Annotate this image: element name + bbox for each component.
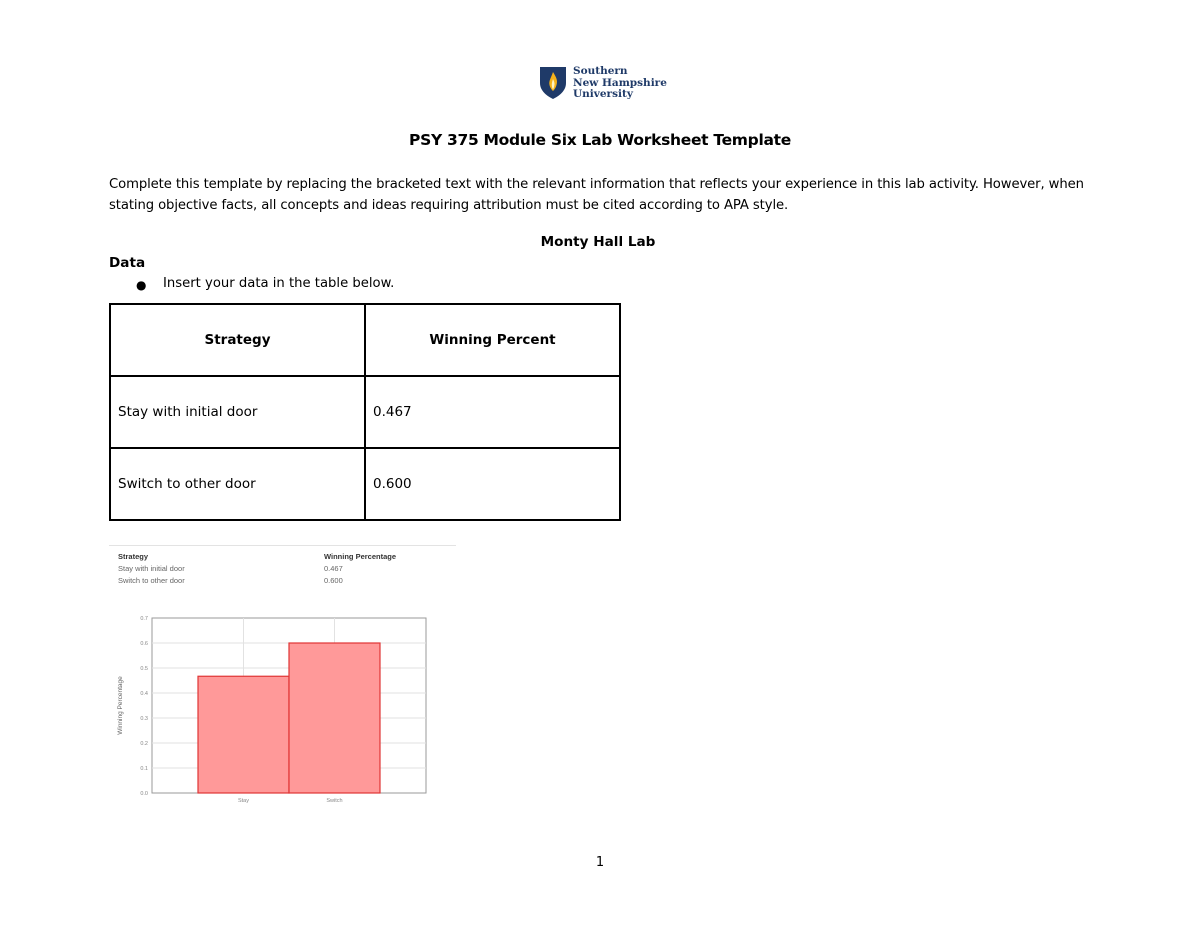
bar-stay bbox=[198, 676, 289, 793]
y-tick-label: 0.3 bbox=[140, 716, 148, 722]
table-row bbox=[110, 376, 620, 448]
lab-heading-text: Monty Hall Lab bbox=[540, 234, 656, 250]
table-cell: 0.467 bbox=[365, 376, 620, 448]
bullet-item bbox=[136, 276, 394, 294]
screenshot-cell: 0.467 bbox=[324, 564, 343, 573]
screenshot-table-header bbox=[109, 550, 456, 562]
winning-percentage-chart bbox=[109, 608, 434, 808]
screenshot-cell: Stay with initial door bbox=[118, 564, 185, 573]
table-cell: Switch to other door bbox=[110, 448, 365, 520]
table-cell: Stay with initial door bbox=[110, 376, 365, 448]
y-axis-label: Winning Percentage bbox=[117, 676, 124, 735]
screenshot-header-cell: Strategy bbox=[118, 552, 149, 561]
y-tick-label: 0.0 bbox=[140, 791, 148, 797]
intro-paragraph: Complete this template by replacing the bracketed text with the relevant information that reflects your experience in this lab activity. However, when stating objective facts, all concepts and ideas requiring attribution must be cited according to APA style. bbox=[109, 177, 1084, 213]
table-row bbox=[110, 448, 620, 520]
data-heading: Data bbox=[109, 255, 146, 271]
y-tick-label: 0.5 bbox=[140, 666, 148, 672]
document-title: PSY 375 Module Six Lab Worksheet Template bbox=[409, 131, 791, 149]
table-header-cell: Strategy bbox=[110, 304, 365, 376]
screenshot-cell: Switch to other door bbox=[118, 576, 185, 585]
x-tick-label: Stay bbox=[237, 798, 250, 804]
bullet-dot-icon: ● bbox=[136, 278, 147, 292]
y-tick-label: 0.1 bbox=[140, 766, 148, 772]
screenshot-header-cell: Winning Percentage bbox=[324, 552, 397, 561]
y-tick-label: 0.7 bbox=[140, 616, 148, 622]
logo-line-3: University bbox=[573, 88, 633, 100]
lab-heading bbox=[0, 234, 1200, 250]
logo-line-1: Southern bbox=[573, 65, 628, 77]
logo-line-2: New Hampshire bbox=[573, 76, 667, 89]
screenshot-cell: 0.600 bbox=[324, 576, 343, 585]
logo-wordmark bbox=[573, 66, 667, 101]
page-number: 1 bbox=[595, 855, 605, 870]
screenshot-table bbox=[109, 545, 456, 586]
y-tick-label: 0.6 bbox=[140, 641, 148, 647]
bullet-text: Insert your data in the table below. bbox=[163, 276, 395, 291]
y-tick-label: 0.2 bbox=[140, 741, 148, 747]
table-header-row bbox=[110, 304, 620, 376]
y-tick-label: 0.4 bbox=[140, 691, 148, 697]
university-logo bbox=[539, 66, 667, 101]
screenshot-table-row bbox=[109, 574, 456, 586]
screenshot-table-row bbox=[109, 562, 456, 574]
x-tick-label: Switch bbox=[326, 798, 343, 804]
table-cell: 0.600 bbox=[365, 448, 620, 520]
shield-flame-icon bbox=[539, 66, 567, 100]
data-table bbox=[109, 303, 621, 521]
table-header-cell: Winning Percent bbox=[365, 304, 620, 376]
bar-switch bbox=[289, 643, 380, 793]
